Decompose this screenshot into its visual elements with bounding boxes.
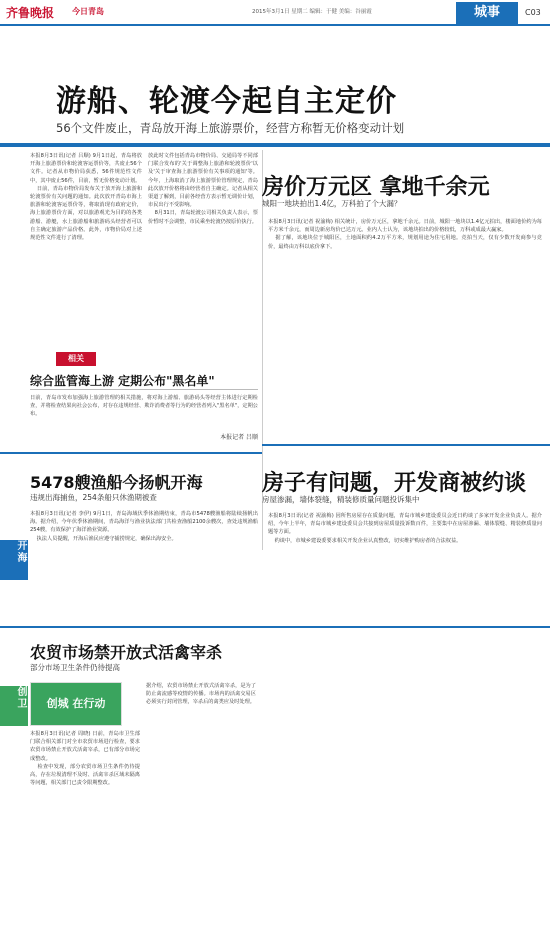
sidebar-label-chuangwei-text: 创卫 [15,686,26,710]
dateline: 2015年3月1日 星期二 编辑：于健 美编：谷丽霞 [252,9,372,15]
complaint-top-rule [262,444,550,446]
boxed-author: 本报记者 吕顺 [220,434,258,441]
complaint-subtitle: 房屋渗漏，墙体裂缝，精装修质量问题投诉集中 [262,495,420,504]
boxed-rule [30,389,258,390]
boat-subtitle: 违规出海捕鱼，254条船只休渔期被查 [30,493,157,502]
boat-top-rule [0,452,262,454]
section-name: 今日青岛 [72,7,104,16]
boat-body: 本报8月3日讯(记者 李伊) 9月1日，青岛海域伏季休渔期结束，青岛市5478艘渔船将陆续扬帆出海。据介绍，今年伏季休渔期间，青岛海洋与渔业执法部门共检查渔船2100余艘次，查处违规渔船254艘，有效保护了海洋渔业资源。 执法人员提醒，开海后渔民应遵守捕捞规定，确保出海安全。 [30,511,258,542]
newspaper-logo: 齐鲁晚报 [6,6,55,20]
boat-title: 5478艘渔船今扬帆开海 [30,473,203,492]
page-number: C03 [525,8,541,17]
sidebar-label-kaihai [0,540,28,580]
market-title: 农贸市场禁开放式活禽宰杀 [30,643,223,662]
related-badge: 相关 [56,352,96,366]
market-top-rule [0,626,550,628]
market-body: 本报8月3日讯(记者 周晓) 日前，青岛市卫生部门联合相关部门对全市农贸市场进行检查，要求农贸市场禁止开放式活禽宰杀，已有部分市场完成整改。 检查中发现，部分农贸市场卫生条件仍待提高，存在垃圾清理不及时、活禽宰杀区域未隔离等问题，相关部门已责令限期整改。 [30,731,140,787]
market-body-col2: 据介绍，农贸市场禁止开放式活禽宰杀，是为了防止禽流感等疫情的传播。市场内的活禽交易区必须实行封闭管理，宰杀后的禽类应及时处理。 [146,683,256,706]
sidebar-label-kaihai-text: 开海 [15,540,26,564]
market-subtitle: 部分市场卫生条件仍待提高 [30,663,120,672]
main-subhead: 56个文件废止，青岛放开海上旅游票价，经营方称暂无价格变动计划 [56,121,405,135]
house-subtitle: 城阳一地块拍出1.4亿，万科拍了个大漏？ [262,199,402,208]
sidebar-label-chuangwei [0,686,28,726]
boxed-title: 综合监管海上游 定期公布"黑名单" [30,374,215,388]
boxed-body: 日前，青岛市发布加强海上旅游管理的相关措施，将对海上游船、旅游码头等经营主体进行定期检查，并将检查结果向社会公布，对存在违规经营、欺诈消费者等行为的经营者列入"黑名单"，定期公布。 [30,395,258,418]
headline-divider [0,143,550,147]
section-tag: 城事 [456,2,518,24]
complaint-body: 本报8月3日讯(记者 祝渝梅) 因所售房屋存在质量问题，青岛市城乡建设委员会近日约谈了多家开发企业负责人。据介绍，今年上半年，青岛市城乡建设委员会共接到房屋质量投诉数百件，主要集中在房屋渗漏、墙体裂缝、精装修质量问题等方面。 约谈中，市城乡建设委要求相关开发企业认真整改，切实维护购房者的合法权益。 [268,513,542,544]
complaint-title: 房子有问题，开发商被约谈 [262,471,527,496]
market-badge: 创城 在行动 [30,682,122,726]
main-body-col1: 本报8月3日讯(记者 吕顺) 9月1日起，青岛将放开海上旅游票价和轮渡客运票价等，共废止56个文件。记者从市物价局获悉，56件规范性文件中，其中废止56件，目前，暂无价格变动计划。 日前，青岛市物价局发布关于放开海上旅游和轮渡票价有关问题的通知。此次放开青岛市海上旅游和轮渡客运票价等，将取消现有政府定价，海上旅游票价方面，对以旅游观光为目的的各类游船、游艇，水上旅游船和旅游码头经营者可以自主确定旅游产品价格。此外，市物价局对上述规范性文件进行了清理。 [30,153,142,242]
main-headline: 游船、轮渡今起自主定价 [56,84,397,119]
house-body: 本报8月3日讯(记者 祝渝梅) 相关统计，房价万元区，拿地千余元。日前，城阳一地块以1.4亿元拍出，楼面地价约为每平方米千余元，而周边新房均价已达万元。业内人士认为，该地块拍出的价格较低，万科或成最大赢家。 据了解，该地块位于城阳区，土地面积约4.2万平方米，规划用途为住宅用地。竞拍当天，仅有少数开发商参与竞价，最终由万科以底价拿下。 [268,219,542,250]
house-title: 房价万元区 拿地千余元 [262,175,490,200]
main-body-col2: 放此时文件包括青岛市物价局、交通局等不同部门联合发布的'关于调整海上旅游和轮渡票价'以及'关于审查海上旅游票价有关事项的通知'等。今年，上海取消了海上旅游票价管理规定，青岛此次放开价格将由经营者自主确定。记者从相关渠道了解到，目前各经营方表示暂无调价计划，市民出行不受影响。 8月31日，青岛轮渡公司相关负责人表示，票价暂时不会调整，市民乘坐轮渡仍按原价执行。 [148,153,258,225]
